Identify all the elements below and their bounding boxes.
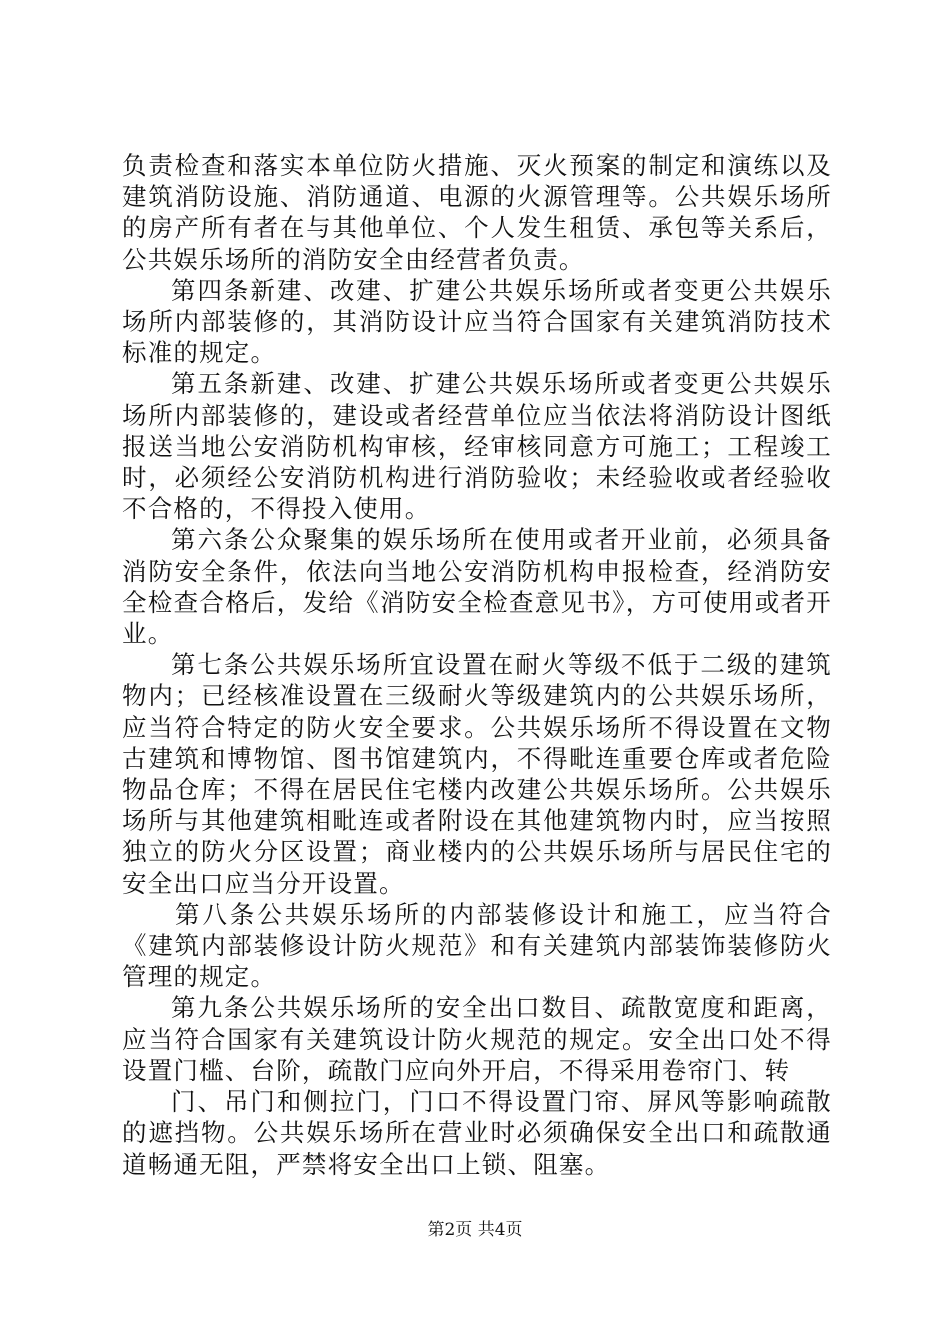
paragraph-continuation: 负责检查和落实本单位防火措施、灭火预案的制定和演练以及建筑消防设施、消防通道、电源的火源管理等。公共娱乐场所的房产所有者在与其他单位、个人发生租赁、承包等关系后，公共娱乐场所的消防安全由经营者负责。 (122, 151, 832, 274)
document-body (122, 150, 832, 1180)
paragraph-article-9-continued: 门、吊门和侧拉门，门口不得设置门帘、屏风等影响疏散的遮挡物。公共娱乐场所在营业时必须确保安全出口和疏散通道畅通无阻，严禁将安全出口上锁、阻塞。 (122, 1087, 832, 1179)
page-number-footer: 第2页 共4页 (427, 1220, 523, 1240)
paragraph-article-7: 第七条公共娱乐场所宜设置在耐火等级不低于二级的建筑物内；已经核准设置在三级耐火等级建筑内的公共娱乐场所，应当符合特定的防火安全要求。公共娱乐场所不得设置在文物古建筑和博物馆、图书馆建筑内，不得毗连重要仓库或者危险物品仓库；不得在居民住宅楼内改建公共娱乐场所。公共娱乐场所与其他建筑相毗连或者附设在其他建筑物内时，应当按照独立的防火分区设置；商业楼内的公共娱乐场所与居民住宅的安全出口应当分开设置。 (122, 650, 832, 898)
paragraph-article-9: 第九条公共娱乐场所的安全出口数目、疏散宽度和距离，应当符合国家有关建筑设计防火规范的规定。安全出口处不得设置门槛、台阶，疏散门应向外开启，不得采用卷帘门、转 (122, 993, 832, 1085)
paragraph-article-5: 第五条新建、改建、扩建公共娱乐场所或者变更公共娱乐场所内部装修的，建设或者经营单位应当依法将消防设计图纸报送当地公安消防机构审核，经审核同意方可施工；工程竣工时，必须经公安消防机构进行消防验收；未经验收或者经验收不合格的，不得投入使用。 (122, 369, 832, 524)
paragraph-article-4: 第四条新建、改建、扩建公共娱乐场所或者变更公共娱乐场所内部装修的，其消防设计应当符合国家有关建筑消防技术标准的规定。 (122, 275, 832, 368)
paragraph-article-6: 第六条公众聚集的娱乐场所在使用或者开业前，必须具备消防安全条件，依法向当地公安消防机构申报检查，经消防安全检查合格后，发给《消防安全检查意见书》，方可使用或者开业。 (122, 525, 832, 649)
paragraph-article-8: 第八条公共娱乐场所的内部装修设计和施工，应当符合《建筑内部装修设计防火规范》和有关建筑内部装饰装修防火管理的规定。 (122, 899, 832, 992)
